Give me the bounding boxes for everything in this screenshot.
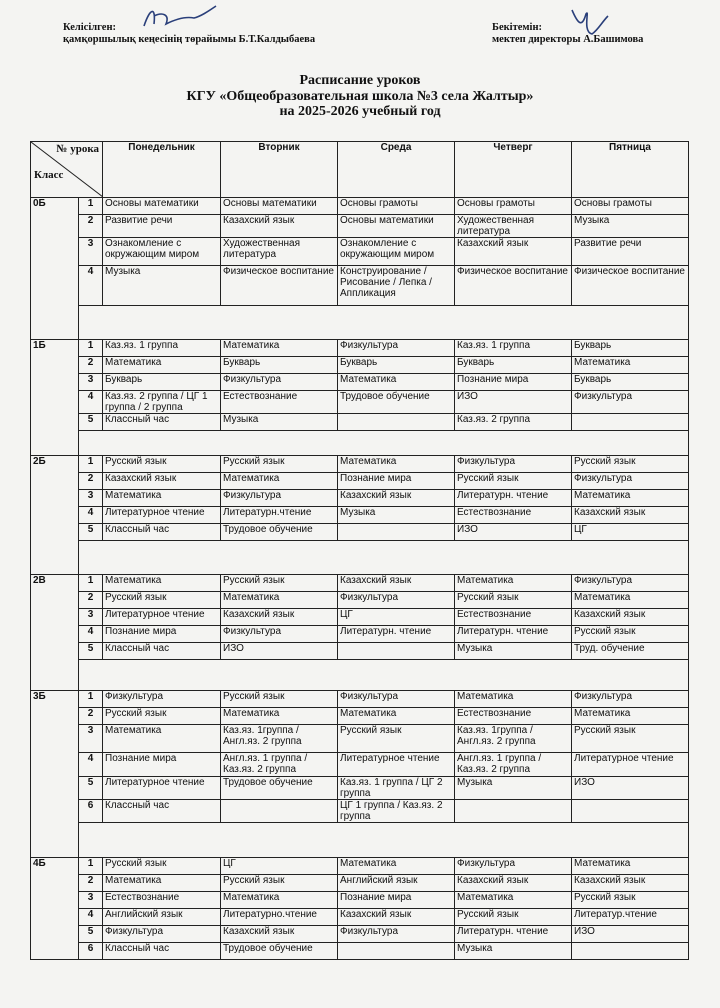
subject-cell: ИЗО <box>572 777 689 800</box>
subject-cell: Ознакомление с окружающим миром <box>103 238 221 266</box>
subject-cell: Русский язык <box>572 626 689 643</box>
table-row <box>31 875 689 892</box>
lesson-number-cell: 5 <box>79 643 103 660</box>
subject-cell: Букварь <box>455 357 572 374</box>
subject-cell: Литературное чтение <box>338 753 455 777</box>
subject-cell: Физическое воспитание <box>455 266 572 306</box>
agreed-name: қамқоршылық кеңесінің төрайымы Б.Т.Калдыбаева <box>63 34 316 45</box>
table-row <box>31 456 689 473</box>
subject-cell: Каз.яз. 1группа / Англ.яз. 2 группа <box>221 725 338 753</box>
table-row <box>31 626 689 643</box>
class-name-cell: 4Б <box>31 858 79 960</box>
table-row <box>31 725 689 753</box>
subject-cell: Математика <box>338 456 455 473</box>
subject-cell: Физкультура <box>572 473 689 490</box>
subject-cell: Музыка <box>455 777 572 800</box>
subject-cell: ИЗО <box>221 643 338 660</box>
subject-cell: Математика <box>221 473 338 490</box>
subject-cell: ИЗО <box>455 524 572 541</box>
subject-cell: Естествознание <box>455 507 572 524</box>
subject-cell: Основы грамоты <box>455 198 572 215</box>
subject-cell: Литературное чтение <box>103 507 221 524</box>
table-row <box>31 708 689 725</box>
table-row <box>31 909 689 926</box>
subject-cell: Физкультура <box>338 926 455 943</box>
subject-cell: Ознакомление с окружающим миром <box>338 238 455 266</box>
subject-cell: Русский язык <box>572 892 689 909</box>
subject-cell: Литератур.чтение <box>572 909 689 926</box>
subject-cell: Классный час <box>103 643 221 660</box>
subject-cell: Литературн. чтение <box>455 490 572 507</box>
agreed-label: Келісілген: <box>63 22 116 33</box>
lesson-number-cell: 4 <box>79 909 103 926</box>
separator-cell <box>79 306 689 340</box>
table-row <box>31 943 689 960</box>
lesson-number-cell: 4 <box>79 626 103 643</box>
table-row <box>31 691 689 708</box>
subject-cell: Познание мира <box>338 892 455 909</box>
subject-cell: Казахский язык <box>572 875 689 892</box>
lesson-number-cell: 4 <box>79 266 103 306</box>
subject-cell: Математика <box>338 708 455 725</box>
class-name-cell: 1Б <box>31 340 79 456</box>
schedule-table <box>30 141 689 960</box>
class-name-cell: 3Б <box>31 691 79 858</box>
subject-cell: ИЗО <box>572 926 689 943</box>
subject-cell: ЦГ 1 группа / Каз.яз. 2 группа <box>338 800 455 823</box>
subject-cell: Физкультура <box>221 374 338 391</box>
subject-cell: Математика <box>103 575 221 592</box>
subject-cell: Математика <box>221 340 338 357</box>
table-row <box>31 892 689 909</box>
subject-cell: Каз.яз. 2 группа / ЦГ 1 группа / 2 группа <box>103 391 221 414</box>
subject-cell: Математика <box>572 858 689 875</box>
subject-cell: ЦГ <box>338 609 455 626</box>
lesson-number-cell: 4 <box>79 753 103 777</box>
subject-cell <box>572 414 689 431</box>
class-name-cell: 2Б <box>31 456 79 575</box>
subject-cell: Физкультура <box>338 592 455 609</box>
title-line-2: КГУ «Общеобразовательная школа №3 села Жалтыр» <box>186 88 534 104</box>
subject-cell: Музыка <box>338 507 455 524</box>
lesson-number-cell: 3 <box>79 490 103 507</box>
approved-label: Бекітемін: <box>492 22 543 33</box>
corner-cell <box>31 142 103 198</box>
lesson-number-cell: 2 <box>79 215 103 238</box>
subject-cell: Математика <box>455 575 572 592</box>
subject-cell: Физкультура <box>572 691 689 708</box>
subject-cell: Познание мира <box>103 626 221 643</box>
class-separator-row <box>31 306 689 340</box>
table-row <box>31 777 689 800</box>
table-row <box>31 414 689 431</box>
subject-cell: Физкультура <box>103 691 221 708</box>
subject-cell: Физкультура <box>221 490 338 507</box>
table-row <box>31 340 689 357</box>
subject-cell: Литературн. чтение <box>455 626 572 643</box>
subject-cell: Основы математики <box>221 198 338 215</box>
class-label: Класс <box>34 169 64 181</box>
subject-cell: Литературн. чтение <box>338 626 455 643</box>
subject-cell: Физкультура <box>221 626 338 643</box>
subject-cell: Трудовое обучение <box>338 391 455 414</box>
subject-cell: Музыка <box>572 215 689 238</box>
lesson-number-cell: 4 <box>79 391 103 414</box>
subject-cell: Русский язык <box>221 575 338 592</box>
subject-cell: Математика <box>338 858 455 875</box>
subject-cell: Англ.яз. 1 группа / Каз.яз. 2 группа <box>221 753 338 777</box>
subject-cell: Букварь <box>103 374 221 391</box>
subject-cell: Основы грамоты <box>572 198 689 215</box>
subject-cell: Литературное чтение <box>572 753 689 777</box>
subject-cell: Литературн.чтение <box>221 507 338 524</box>
day-header-tue: Вторник <box>221 142 338 198</box>
subject-cell: Казахский язык <box>338 490 455 507</box>
subject-cell: Математика <box>103 357 221 374</box>
table-row <box>31 507 689 524</box>
subject-cell: Русский язык <box>221 875 338 892</box>
subject-cell: Русский язык <box>455 909 572 926</box>
subject-cell: Английский язык <box>338 875 455 892</box>
lesson-number-cell: 1 <box>79 858 103 875</box>
table-row <box>31 473 689 490</box>
lesson-number-cell: 1 <box>79 456 103 473</box>
table-row <box>31 609 689 626</box>
subject-cell: Букварь <box>221 357 338 374</box>
subject-cell: Математика <box>455 691 572 708</box>
subject-cell: ИЗО <box>455 391 572 414</box>
table-row <box>31 198 689 215</box>
table-row <box>31 643 689 660</box>
subject-cell <box>338 643 455 660</box>
separator-cell <box>79 541 689 575</box>
subject-cell: Каз.яз. 2 группа <box>455 414 572 431</box>
lesson-number-label: № урока <box>56 143 99 155</box>
subject-cell: Казахский язык <box>103 473 221 490</box>
subject-cell: ЦГ <box>572 524 689 541</box>
table-row <box>31 800 689 823</box>
table-row <box>31 753 689 777</box>
subject-cell: Каз.яз. 1 группа <box>455 340 572 357</box>
subject-cell: Физкультура <box>572 391 689 414</box>
lesson-number-cell: 6 <box>79 943 103 960</box>
subject-cell: Математика <box>103 725 221 753</box>
subject-cell: Русский язык <box>572 725 689 753</box>
subject-cell: Развитие речи <box>572 238 689 266</box>
subject-cell: Каз.яз. 1 группа / ЦГ 2 группа <box>338 777 455 800</box>
subject-cell: Трудовое обучение <box>221 524 338 541</box>
class-separator-row <box>31 660 689 691</box>
subject-cell: Основы математики <box>103 198 221 215</box>
subject-cell: Естествознание <box>221 391 338 414</box>
title-line-3: на 2025-2026 учебный год <box>279 104 441 119</box>
subject-cell: Труд. обучение <box>572 643 689 660</box>
subject-cell: Конструирование / Рисование / Лепка / Аппликация <box>338 266 455 306</box>
subject-cell <box>338 943 455 960</box>
subject-cell: Русский язык <box>103 592 221 609</box>
separator-cell <box>79 823 689 858</box>
lesson-number-cell: 1 <box>79 691 103 708</box>
subject-cell: Физкультура <box>103 926 221 943</box>
subject-cell: Литературн. чтение <box>455 926 572 943</box>
subject-cell: Русский язык <box>103 708 221 725</box>
subject-cell: Русский язык <box>103 456 221 473</box>
lesson-number-cell: 2 <box>79 708 103 725</box>
subject-cell: Математика <box>572 357 689 374</box>
subject-cell: Литературно.чтение <box>221 909 338 926</box>
subject-cell: Казахский язык <box>338 575 455 592</box>
lesson-number-cell: 2 <box>79 592 103 609</box>
subject-cell: Физическое воспитание <box>572 266 689 306</box>
subject-cell: Физкультура <box>572 575 689 592</box>
subject-cell: Букварь <box>572 340 689 357</box>
class-separator-row <box>31 823 689 858</box>
subject-cell: Естествознание <box>455 708 572 725</box>
subject-cell: Трудовое обучение <box>221 943 338 960</box>
table-row <box>31 266 689 306</box>
lesson-number-cell: 4 <box>79 507 103 524</box>
table-row <box>31 858 689 875</box>
separator-cell <box>79 660 689 691</box>
subject-cell: Русский язык <box>455 473 572 490</box>
subject-cell: Познание мира <box>338 473 455 490</box>
subject-cell: Музыка <box>455 943 572 960</box>
subject-cell <box>338 524 455 541</box>
lesson-number-cell: 5 <box>79 524 103 541</box>
subject-cell <box>572 943 689 960</box>
table-row <box>31 592 689 609</box>
lesson-number-cell: 2 <box>79 875 103 892</box>
subject-cell: Математика <box>572 490 689 507</box>
title-line-1: Расписание уроков <box>299 73 421 88</box>
subject-cell: Физкультура <box>338 340 455 357</box>
subject-cell: Русский язык <box>572 456 689 473</box>
subject-cell: Трудовое обучение <box>221 777 338 800</box>
table-row <box>31 374 689 391</box>
lesson-number-cell: 1 <box>79 340 103 357</box>
day-header-wed: Среда <box>338 142 455 198</box>
table-row <box>31 357 689 374</box>
subject-cell: Английский язык <box>103 909 221 926</box>
subject-cell: Музыка <box>103 266 221 306</box>
day-header-thu: Четверг <box>455 142 572 198</box>
subject-cell <box>338 414 455 431</box>
subject-cell: Казахский язык <box>338 909 455 926</box>
subject-cell: Художественная литература <box>455 215 572 238</box>
subject-cell: Литературное чтение <box>103 609 221 626</box>
subject-cell: Классный час <box>103 524 221 541</box>
subject-cell: Основы математики <box>338 215 455 238</box>
subject-cell: Музыка <box>221 414 338 431</box>
subject-cell: Математика <box>103 490 221 507</box>
subject-cell <box>572 800 689 823</box>
subject-cell: Казахский язык <box>455 238 572 266</box>
subject-cell: Математика <box>455 892 572 909</box>
subject-cell: Казахский язык <box>572 507 689 524</box>
subject-cell: Развитие речи <box>103 215 221 238</box>
subject-cell: Литературное чтение <box>103 777 221 800</box>
subject-cell: Букварь <box>338 357 455 374</box>
document-title <box>0 73 720 120</box>
subject-cell: Физкультура <box>455 456 572 473</box>
subject-cell: Классный час <box>103 414 221 431</box>
subject-cell: Математика <box>221 892 338 909</box>
subject-cell: Естествознание <box>455 609 572 626</box>
subject-cell: Русский язык <box>455 592 572 609</box>
lesson-number-cell: 3 <box>79 374 103 391</box>
subject-cell: Казахский язык <box>455 875 572 892</box>
lesson-number-cell: 5 <box>79 926 103 943</box>
subject-cell: Физкультура <box>338 691 455 708</box>
class-name-cell: 0Б <box>31 198 79 340</box>
approved-name: мектеп директоры А.Башимова <box>492 34 644 45</box>
subject-cell: Русский язык <box>221 691 338 708</box>
subject-cell: Классный час <box>103 800 221 823</box>
subject-cell: Казахский язык <box>221 609 338 626</box>
table-row <box>31 215 689 238</box>
table-row <box>31 524 689 541</box>
subject-cell: Русский язык <box>338 725 455 753</box>
lesson-number-cell: 3 <box>79 238 103 266</box>
subject-cell: Математика <box>221 592 338 609</box>
subject-cell: Классный час <box>103 943 221 960</box>
subject-cell: Познание мира <box>455 374 572 391</box>
lesson-number-cell: 3 <box>79 609 103 626</box>
table-row <box>31 391 689 414</box>
subject-cell <box>221 800 338 823</box>
separator-cell <box>79 431 689 456</box>
subject-cell: Математика <box>221 708 338 725</box>
subject-cell: Физкультура <box>455 858 572 875</box>
lesson-number-cell: 1 <box>79 575 103 592</box>
subject-cell: ЦГ <box>221 858 338 875</box>
subject-cell: Каз.яз. 1группа / Англ.яз. 2 группа <box>455 725 572 753</box>
lesson-number-cell: 1 <box>79 198 103 215</box>
table-row <box>31 238 689 266</box>
subject-cell: Физическое воспитание <box>221 266 338 306</box>
subject-cell: Казахский язык <box>572 609 689 626</box>
subject-cell: Русский язык <box>103 858 221 875</box>
lesson-number-cell: 2 <box>79 357 103 374</box>
class-separator-row <box>31 541 689 575</box>
table-row <box>31 575 689 592</box>
subject-cell: Математика <box>103 875 221 892</box>
class-separator-row <box>31 431 689 456</box>
subject-cell: Казахский язык <box>221 215 338 238</box>
lesson-number-cell: 6 <box>79 800 103 823</box>
lesson-number-cell: 5 <box>79 414 103 431</box>
subject-cell: Художественная литература <box>221 238 338 266</box>
signature-right <box>552 4 612 38</box>
subject-cell: Англ.яз. 1 группа / Каз.яз. 2 группа <box>455 753 572 777</box>
subject-cell: Познание мира <box>103 753 221 777</box>
subject-cell: Музыка <box>455 643 572 660</box>
table-row <box>31 490 689 507</box>
subject-cell: Казахский язык <box>221 926 338 943</box>
header-row <box>31 142 689 198</box>
subject-cell: Математика <box>572 708 689 725</box>
subject-cell: Основы грамоты <box>338 198 455 215</box>
lesson-number-cell: 2 <box>79 473 103 490</box>
subject-cell: Каз.яз. 1 группа <box>103 340 221 357</box>
subject-cell: Русский язык <box>221 456 338 473</box>
class-name-cell: 2В <box>31 575 79 691</box>
lesson-number-cell: 3 <box>79 725 103 753</box>
subject-cell <box>455 800 572 823</box>
subject-cell: Математика <box>572 592 689 609</box>
day-header-fri: Пятница <box>572 142 689 198</box>
lesson-number-cell: 3 <box>79 892 103 909</box>
subject-cell: Естествознание <box>103 892 221 909</box>
lesson-number-cell: 5 <box>79 777 103 800</box>
table-row <box>31 926 689 943</box>
day-header-mon: Понедельник <box>103 142 221 198</box>
subject-cell: Букварь <box>572 374 689 391</box>
signature-left <box>140 2 220 34</box>
subject-cell: Математика <box>338 374 455 391</box>
